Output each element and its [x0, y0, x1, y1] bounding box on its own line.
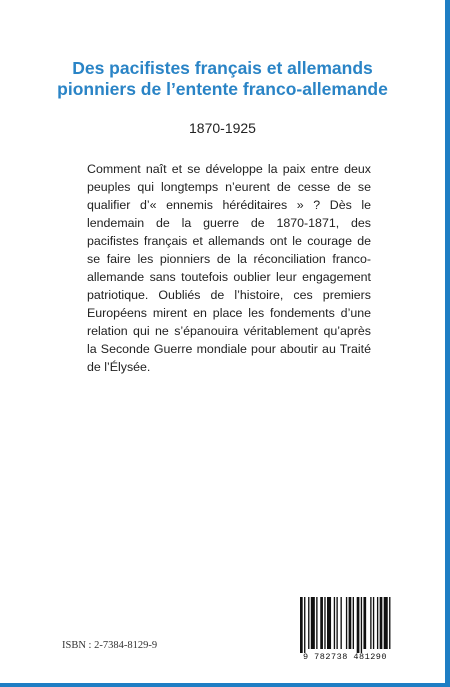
title-line-1: Des pacifistes français et allemands	[72, 58, 373, 78]
barcode-bar	[361, 597, 362, 653]
barcode-bar	[384, 597, 388, 649]
barcode-bar	[320, 597, 323, 649]
barcode-bar	[377, 597, 378, 649]
barcode-bar	[304, 597, 305, 653]
barcode-bar	[357, 597, 360, 653]
barcode	[296, 597, 394, 663]
barcode-bar	[363, 597, 366, 649]
barcode-bar	[324, 597, 325, 649]
blurb-text: Comment naît et se développe la paix entre deux peuples qui longtemps n’eurent de cesse de se qualifier d’« ennemis héréditaires » ? Dès le lendemain de la guerre de 1870-1871, des pacifistes français et allemands ont le courage de se faire les pionniers de la réconciliation franco-allemande sans toutefois oublier leur engagement patriotique. Oubliés de l’histoire, ces premiers Européens mirent en place les fondements d’une relation qui ne s’épanouira véritablement qu’après la Seconde Guerre mondiale pour aboutir au Traité de l’Élysée.	[87, 162, 371, 374]
barcode-bar	[380, 597, 383, 649]
isbn-label: ISBN : 2-7384-8129-9	[62, 640, 158, 651]
date-range: 1870-1925	[189, 120, 256, 136]
title-line-2: pionniers de l’entente franco-allemande	[57, 79, 388, 99]
barcode-digits: 9 782738 481290	[302, 652, 387, 662]
barcode-bar	[327, 597, 331, 649]
barcode-bar	[346, 597, 347, 649]
barcode-bar	[341, 597, 342, 649]
barcode-bar	[373, 597, 374, 649]
barcode-bar	[300, 597, 303, 653]
barcode-bars	[296, 597, 394, 653]
barcode-bar	[349, 597, 352, 649]
barcode-bar	[353, 597, 354, 649]
barcode-bar	[336, 597, 337, 649]
barcode-bar	[316, 597, 317, 649]
barcode-bar	[308, 597, 309, 649]
barcode-bar	[311, 597, 315, 649]
barcode-bar	[389, 597, 390, 649]
barcode-bar	[334, 597, 335, 649]
book-title	[0, 58, 445, 100]
barcode-bar	[370, 597, 371, 649]
